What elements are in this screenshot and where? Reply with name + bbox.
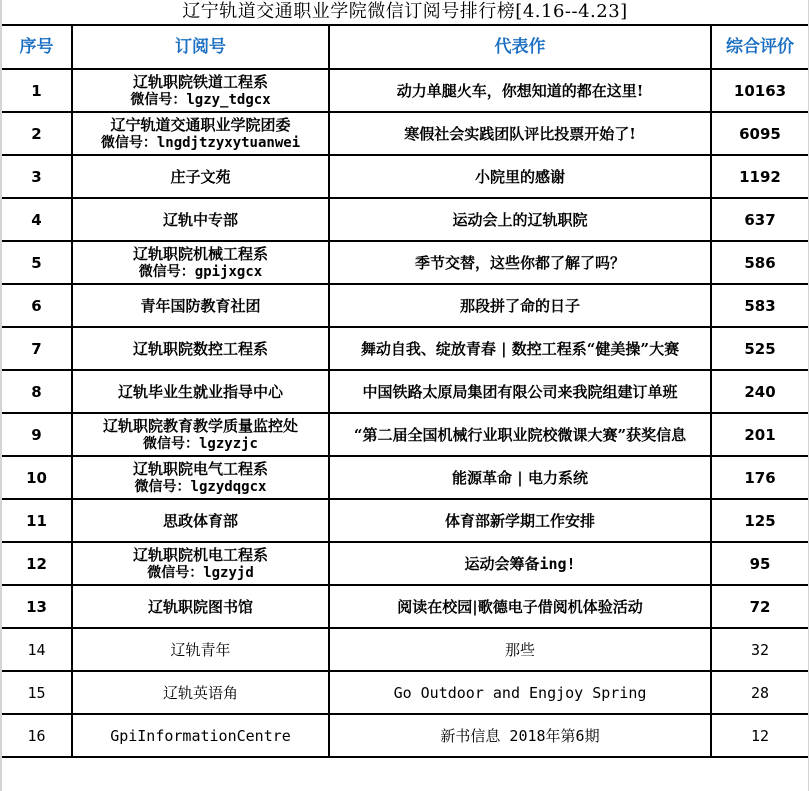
account-cell: 辽轨青年 [72, 628, 329, 671]
rank-cell: 4 [2, 198, 72, 241]
table-row [2, 456, 808, 499]
account-cell: 庄子文苑 [72, 155, 329, 198]
ranking-sheet [2, 0, 808, 758]
header-row [2, 26, 808, 69]
table-row [2, 155, 808, 198]
rank-cell: 5 [2, 241, 72, 284]
rank-cell: 11 [2, 499, 72, 542]
work-cell: 运动会上的辽轨职院 [329, 198, 711, 241]
rank-cell: 8 [2, 370, 72, 413]
table-row [2, 499, 808, 542]
work-cell: 新书信息 2018年第6期 [329, 714, 711, 757]
account-cell [72, 112, 329, 155]
header-rank: 序号 [2, 26, 72, 69]
rank-cell: 16 [2, 714, 72, 757]
work-cell: 能源革命 | 电力系统 [329, 456, 711, 499]
rank-cell: 15 [2, 671, 72, 714]
account-cell: GpiInformationCentre [72, 714, 329, 757]
table-row [2, 284, 808, 327]
work-cell: 寒假社会实践团队评比投票开始了! [329, 112, 711, 155]
score-cell: 6095 [711, 112, 808, 155]
account-name: 辽轨职院机电工程系 [132, 545, 268, 564]
account-cell: 思政体育部 [72, 499, 329, 542]
header-work: 代表作 [329, 26, 711, 69]
score-cell: 176 [711, 456, 808, 499]
score-cell: 583 [711, 284, 808, 327]
score-cell: 12 [711, 714, 808, 757]
score-cell: 525 [711, 327, 808, 370]
wechat-id: 微信号：lgzydqgcx [134, 478, 267, 495]
table-row [2, 714, 808, 757]
account-name: 辽轨职院电气工程系 [132, 459, 268, 478]
rank-cell: 13 [2, 585, 72, 628]
rank-cell: 3 [2, 155, 72, 198]
rank-cell: 1 [2, 69, 72, 112]
rank-cell: 14 [2, 628, 72, 671]
work-cell: 舞动自我、绽放青春 | 数控工程系“健美操”大赛 [329, 327, 711, 370]
score-cell: 586 [711, 241, 808, 284]
table-row [2, 370, 808, 413]
table-row [2, 585, 808, 628]
score-cell: 240 [711, 370, 808, 413]
table-row [2, 112, 808, 155]
wechat-id: 微信号：gpijxgcx [138, 263, 263, 280]
score-cell: 1192 [711, 155, 808, 198]
score-cell: 201 [711, 413, 808, 456]
account-name: 辽宁轨道交通职业学院团委 [110, 115, 291, 134]
rank-cell: 12 [2, 542, 72, 585]
rank-cell: 6 [2, 284, 72, 327]
ranking-table [2, 26, 808, 758]
score-cell: 125 [711, 499, 808, 542]
table-row [2, 628, 808, 671]
rank-cell: 10 [2, 456, 72, 499]
table-row [2, 542, 808, 585]
wechat-id: 微信号：lgzy_tdgcx [130, 91, 271, 108]
work-cell: 季节交替，这些你都了解了吗？ [329, 241, 711, 284]
work-cell: 中国铁路太原局集团有限公司来我院组建订单班 [329, 370, 711, 413]
account-cell: 青年国防教育社团 [72, 284, 329, 327]
work-cell: 阅读在校园|歌德电子借阅机体验活动 [329, 585, 711, 628]
score-cell: 637 [711, 198, 808, 241]
account-cell: 辽轨中专部 [72, 198, 329, 241]
account-cell [72, 456, 329, 499]
account-cell [72, 413, 329, 456]
account-name: 辽轨职院铁道工程系 [132, 72, 268, 91]
score-cell: 28 [711, 671, 808, 714]
wechat-id: 微信号：lngdjtzyxytuanwei [100, 134, 301, 151]
work-cell: 体育部新学期工作安排 [329, 499, 711, 542]
rank-cell: 9 [2, 413, 72, 456]
account-cell: 辽轨职院数控工程系 [72, 327, 329, 370]
work-cell: Go Outdoor and Engjoy Spring [329, 671, 711, 714]
account-cell [72, 542, 329, 585]
table-row [2, 241, 808, 284]
table-row [2, 198, 808, 241]
table-row [2, 671, 808, 714]
score-cell: 95 [711, 542, 808, 585]
wechat-id: 微信号：lgzyzjc [142, 435, 258, 452]
table-row [2, 69, 808, 112]
rank-cell: 7 [2, 327, 72, 370]
score-cell: 10163 [711, 69, 808, 112]
account-cell: 辽轨英语角 [72, 671, 329, 714]
table-row [2, 327, 808, 370]
account-name: 辽轨职院机械工程系 [132, 244, 268, 263]
work-cell: “第二届全国机械行业职业院校微课大赛”获奖信息 [329, 413, 711, 456]
wechat-id: 微信号：lgzyjd [147, 564, 254, 581]
account-cell: 辽轨毕业生就业指导中心 [72, 370, 329, 413]
sheet-title: 辽宁轨道交通职业学院微信订阅号排行榜[4.16--4.23] [2, 0, 808, 26]
work-cell: 小院里的感谢 [329, 155, 711, 198]
table-row [2, 413, 808, 456]
header-score: 综合评价 [711, 26, 808, 69]
work-cell: 那些 [329, 628, 711, 671]
score-cell: 72 [711, 585, 808, 628]
work-cell: 动力单腿火车，你想知道的都在这里! [329, 69, 711, 112]
work-cell: 那段拼了命的日子 [329, 284, 711, 327]
work-cell: 运动会筹备ing! [329, 542, 711, 585]
account-cell [72, 241, 329, 284]
rank-cell: 2 [2, 112, 72, 155]
account-cell [72, 69, 329, 112]
score-cell: 32 [711, 628, 808, 671]
account-cell: 辽轨职院图书馆 [72, 585, 329, 628]
account-name: 辽轨职院教育教学质量监控处 [102, 416, 298, 435]
header-account: 订阅号 [72, 26, 329, 69]
